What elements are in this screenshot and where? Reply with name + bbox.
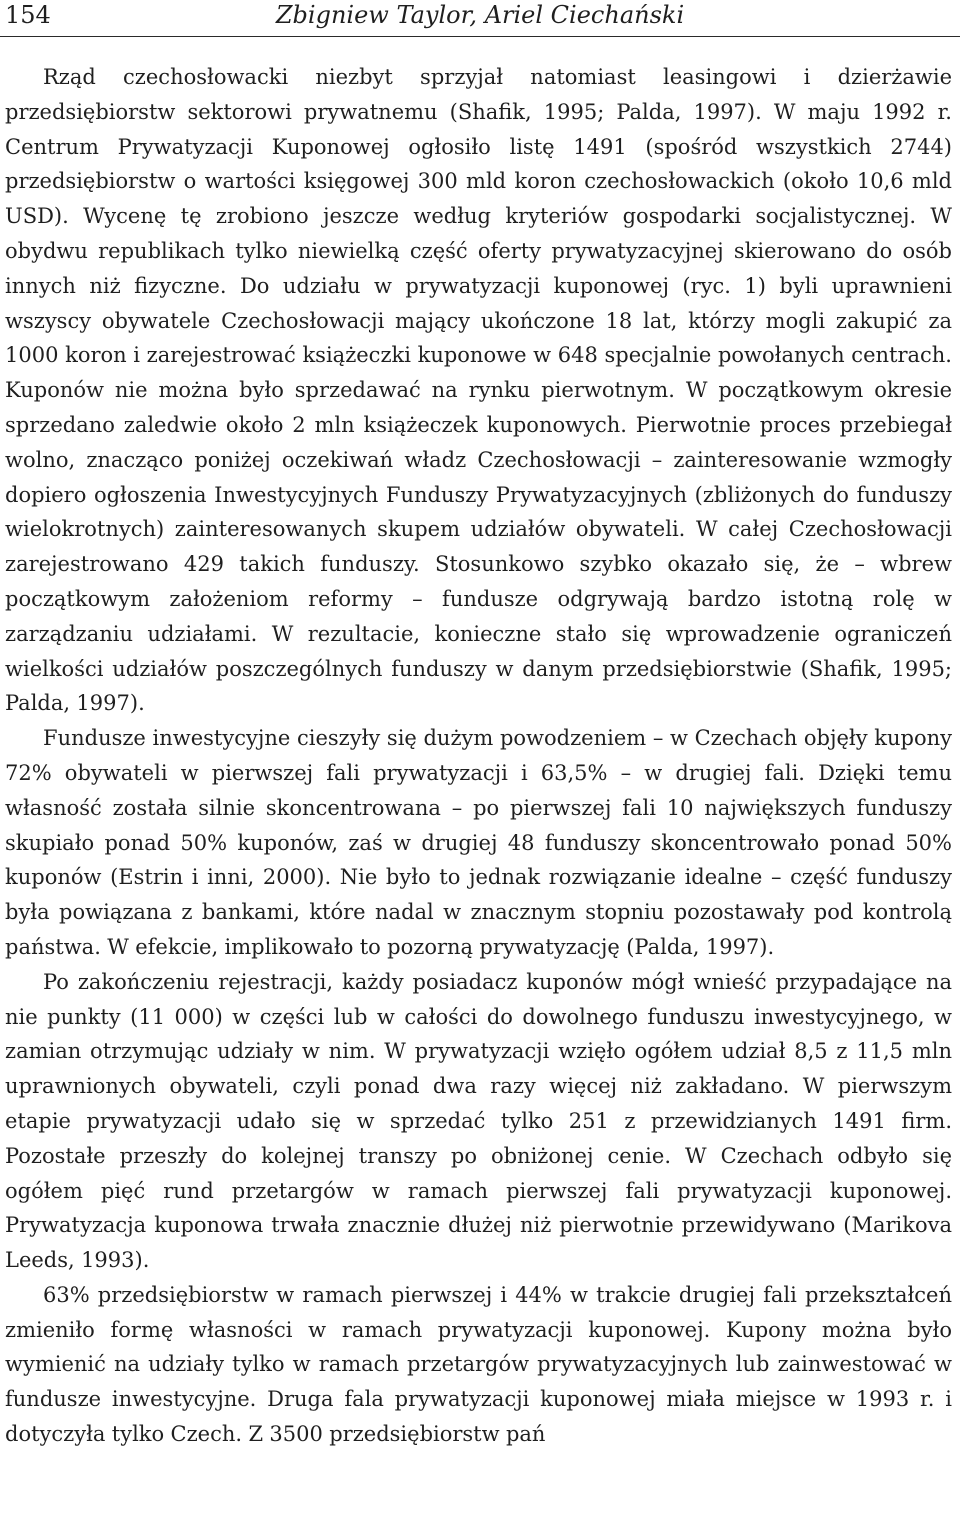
body-text <box>5 60 952 1452</box>
header-rule <box>0 36 960 37</box>
paragraph: Po zakończeniu rejestracji, każdy posiadacz kuponów mógł wnieść przypadające na nie punkty (11 000) w części lub w całości do dowolnego funduszu inwestycyjnego, w zamian otrzymując udziały w nim. W prywatyzacji wzięło ogółem udział 8,5 z 11,5 mln uprawnionych obywateli, czyli ponad dwa razy więcej niż zakładano. W pierwszym etapie prywatyzacji udało się w sprzedać tylko 251 z przewidzianych 1491 firm. Pozostałe przeszły do kolejnej transzy po obniżonej cenie. W Czechach odbyło się ogółem pięć rund przetargów w ramach pierwszej fali prywatyzacji kuponowej. Prywatyzacja kuponowa trwała znacznie dłużej niż pierwotnie przewidywano (Marikova Leeds, 1993). <box>5 969 952 1273</box>
paragraph: Rząd czechosłowacki niezbyt sprzyjał natomiast leasingowi i dzierżawie przedsiębiorstw sektorowi prywatnemu (Shafik, 1995; Palda, 1997). W maju 1992 r. Centrum Prywatyzacji Kuponowej ogłosiło listę 1491 (spośród wszystkich 2744) przedsiębiorstw o wartości księgowej 300 mld koron czechosłowackich (około 10,6 mld USD). Wycenę tę zrobiono jeszcze według kryteriów gospodarki socjalistycznej. W obydwu republikach tylko niewielką część oferty prywatyzacyjnej skierowano do osób innych niż fizyczne. Do udziału w prywatyzacji kuponowej (ryc. 1) byli uprawnieni wszyscy obywatele Czechosłowacji mający ukończone 18 lat, którzy mogli zakupić za 1000 koron i zarejestrować książeczki kuponowe w 648 specjalnie powołanych centrach. Kuponów nie można było sprzedawać na rynku pierwotnym. W początkowym okresie sprzedano zaledwie około 2 mln książeczek kuponowych. Pierwotnie proces przebiegał wolno, znacząco poniżej oczekiwań władz Czechosłowacji – zainteresowanie wzmogły dopiero ogłoszenia Inwestycyjnych Funduszy Prywatyzacyjnych (zbliżonych do funduszy wielokrotnych) zainteresowanych skupem udziałów obywateli. W całej Czechosłowacji zarejestrowano 429 takich funduszy. Stosunkowo szybko okazało się, że – wbrew początkowym założeniom reformy – fundusze odgrywają bardzo istotną rolę w zarządzaniu udziałami. W rezultacie, konieczne stało się wprowadzenie ograniczeń wielkości udziałów poszczególnych funduszy w danym przedsiębiorstwie (Shafik, 1995; Palda, 1997). <box>5 65 952 716</box>
paragraph: Fundusze inwestycyjne cieszyły się dużym powodzeniem – w Czechach objęły kupony 72% obywateli w pierwszej fali prywatyzacji i 63,5% – w drugiej fali. Dzięki temu własność została silnie skoncentrowana – po pierwszej fali 10 największych funduszy skupiało ponad 50% kuponów, zaś w drugiej 48 funduszy skoncentrowało ponad 50% kuponów (Estrin i inni, 2000). Nie było to jednak rozwiązanie idealne – część funduszy była powiązana z bankami, które nadal w znacznym stopniu pozostawały pod kontrolą państwa. W efekcie, implikowało to pozorną prywatyzację (Palda, 1997). <box>5 726 952 959</box>
running-head <box>0 0 960 40</box>
paragraph: 63% przedsiębiorstw w ramach pierwszej i 44% w trakcie drugiej fali przekształceń zmieniło formę własności w ramach prywatyzacji kuponowej. Kupony można było wymienić na udziały tylko w ramach przetargów prywatyzacyjnych lub zainwestować w fundusze inwestycyjne. Druga fala prywatyzacji kuponowej miała miejsce w 1993 r. i dotyczyła tylko Czech. Z 3500 przedsiębiorstw pań <box>5 1282 952 1447</box>
page-number: 154 <box>5 1 51 29</box>
running-title-authors: Zbigniew Taylor, Ariel Ciechański <box>275 1 685 29</box>
